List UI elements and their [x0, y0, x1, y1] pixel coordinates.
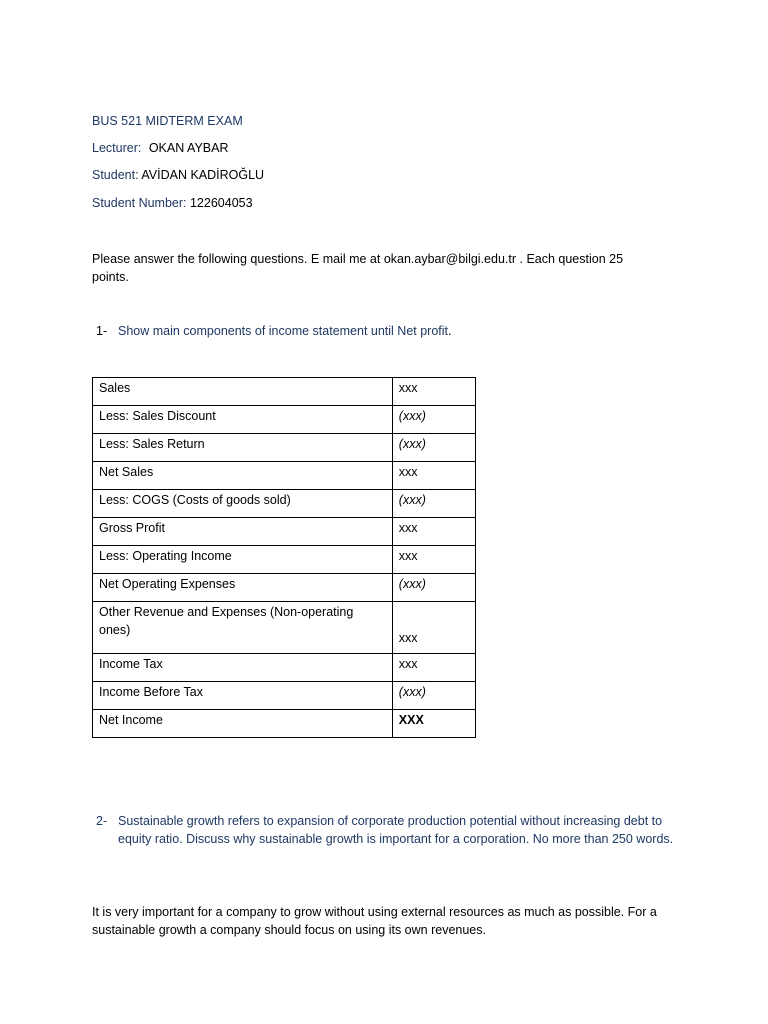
- row-value: (xxx): [392, 682, 475, 710]
- row-value: xxx: [392, 546, 475, 574]
- lecturer-name: OKAN AYBAR: [148, 141, 229, 155]
- table-row: [93, 490, 476, 518]
- question-2-text: Sustainable growth refers to expansion of corporate production potential without increasing debt to equity ratio. Discuss why sustainable growth is important for a corporation. No more than 250 words.: [118, 814, 674, 846]
- row-label: Less: Sales Return: [93, 434, 393, 462]
- table-row: [93, 518, 476, 546]
- row-label: Net Sales: [93, 462, 393, 490]
- table-row: [93, 654, 476, 682]
- student-label: Student:: [92, 168, 139, 182]
- student-line: [92, 168, 264, 182]
- table-row: [93, 546, 476, 574]
- row-label: Gross Profit: [93, 518, 393, 546]
- row-value: xxx: [392, 602, 475, 654]
- row-label: Less: Sales Discount: [93, 406, 393, 434]
- table-row: [93, 602, 476, 654]
- row-label: Less: COGS (Costs of goods sold): [93, 490, 393, 518]
- row-label: Net Income: [93, 710, 393, 738]
- student-name: AVİDAN KADİROĞLU: [141, 168, 265, 182]
- question-1: [92, 322, 682, 340]
- question-2: [92, 812, 682, 848]
- table-row: [93, 574, 476, 602]
- row-label: Income Before Tax: [93, 682, 393, 710]
- row-value: xxx: [392, 462, 475, 490]
- question-2-number: 2-: [96, 814, 108, 828]
- row-value: (xxx): [392, 490, 475, 518]
- question-1-period: .: [448, 324, 452, 338]
- table-row: [93, 710, 476, 738]
- row-label: Sales: [93, 378, 393, 406]
- row-label: Net Operating Expenses: [93, 574, 393, 602]
- table-row: [93, 462, 476, 490]
- student-number-line: [92, 196, 253, 210]
- answer-2: It is very important for a company to grow without using external resources as much as possible. For a sustainable growth a company should focus on using its own revenues.: [92, 905, 657, 937]
- table-row: [93, 406, 476, 434]
- exam-title: BUS 521 MIDTERM EXAM: [92, 114, 243, 128]
- row-value: xxx: [392, 654, 475, 682]
- row-label: Less: Operating Income: [93, 546, 393, 574]
- row-value: (xxx): [392, 406, 475, 434]
- table-row: [93, 682, 476, 710]
- lecturer-label: Lecturer:: [92, 141, 142, 155]
- table-row: [93, 434, 476, 462]
- student-number-label: Student Number:: [92, 196, 187, 210]
- student-number: 122604053: [189, 196, 253, 210]
- instructions: Please answer the following questions. E mail me at okan.aybar@bilgi.edu.tr . Each question 25 points.: [92, 252, 624, 284]
- row-value: xxx: [392, 378, 475, 406]
- table-row: [93, 378, 476, 406]
- row-value: (xxx): [392, 574, 475, 602]
- row-value: xxx: [392, 518, 475, 546]
- question-1-text: Show main components of income statement until Net profit: [118, 324, 449, 338]
- row-value: (xxx): [392, 434, 475, 462]
- row-label: Income Tax: [93, 654, 393, 682]
- lecturer-line: [92, 141, 229, 155]
- question-1-number: 1-: [96, 324, 108, 338]
- row-value: XXX: [392, 710, 475, 738]
- income-statement-table: [92, 377, 476, 738]
- row-label: Other Revenue and Expenses (Non-operating ones): [93, 602, 393, 654]
